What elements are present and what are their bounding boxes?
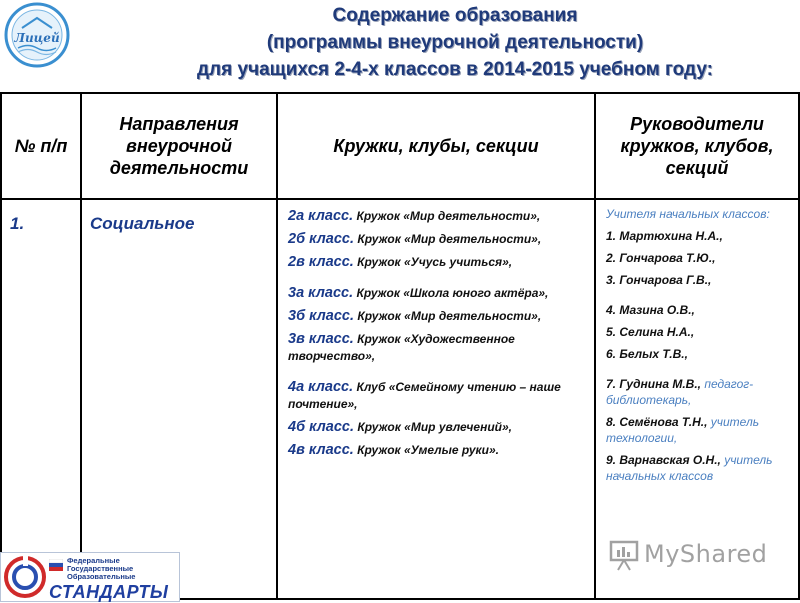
row-num: 1. (1, 199, 81, 599)
club-item: 4а класс. Клуб «Семейному чтению – наше почтение», (288, 379, 561, 411)
fgos-logo (0, 552, 180, 602)
head-item: 6. Белых Т.В., (606, 347, 688, 361)
title-line-1: Содержание образования (332, 5, 578, 26)
head-item: 2. Гончарова Т.Ю., (606, 251, 716, 265)
head-item: 3. Гончарова Г.В., (606, 273, 712, 287)
title-line-3: для учащихся 2-4-х классов в 2014-2015 учебном году: (197, 59, 713, 80)
head-item: 1. Мартюхина Н.А., (606, 229, 723, 243)
header-heads: Руководители кружков, клубов, секций (595, 93, 799, 199)
russia-flag-icon (49, 559, 63, 571)
fgos-word: СТАНДАРТЫ (49, 582, 169, 602)
head-item: 5. Селина Н.А., (606, 325, 695, 339)
header-direction: Направления внеурочной деятельности (81, 93, 277, 199)
fgos-caption: Федеральные Государственные Образовательные (67, 556, 136, 581)
logo-text: Лицей (14, 31, 60, 45)
club-item: 2в класс. Кружок «Учусь учиться», (288, 254, 513, 270)
head-item: 9. Варнавская О.Н., учитель начальных классов (606, 453, 773, 483)
club-item: 2а класс. Кружок «Мир деятельности», (288, 208, 541, 224)
curriculum-table (0, 92, 800, 600)
myshared-watermark (608, 536, 768, 576)
club-item: 3б класс. Кружок «Мир деятельности», (288, 308, 542, 324)
club-item: 4в класс. Кружок «Умелые руки». (288, 442, 499, 458)
watermark-text: MyShared (644, 540, 768, 568)
row-clubs (277, 199, 595, 599)
table-header-row (1, 93, 799, 199)
header-num: № п/п (1, 93, 81, 199)
title-line-2: (программы внеурочной деятельности) (266, 32, 644, 53)
header-clubs: Кружки, клубы, секции (277, 93, 595, 199)
club-item: 3в класс. Кружок «Художественное творчество», (288, 331, 515, 363)
row-direction: Социальное (81, 199, 277, 599)
club-item: 3а класс. Кружок «Школа юного актёра», (288, 285, 549, 301)
head-item: 8. Семёнова Т.Н., учитель технологии, (606, 415, 760, 445)
club-item: 4б класс. Кружок «Мир увлечений», (288, 419, 513, 435)
heads-intro: Учителя начальных классов: (606, 207, 770, 221)
head-item: 4. Мазина О.В., (606, 303, 695, 317)
page-title (110, 2, 800, 83)
lyceum-logo (4, 2, 70, 68)
club-item: 2б класс. Кружок «Мир деятельности», (288, 231, 542, 247)
head-item: 7. Гуднина М.В., педагог-библиотекарь, (606, 377, 754, 407)
fgos-emblem-icon (2, 554, 48, 600)
presentation-icon (608, 536, 640, 572)
